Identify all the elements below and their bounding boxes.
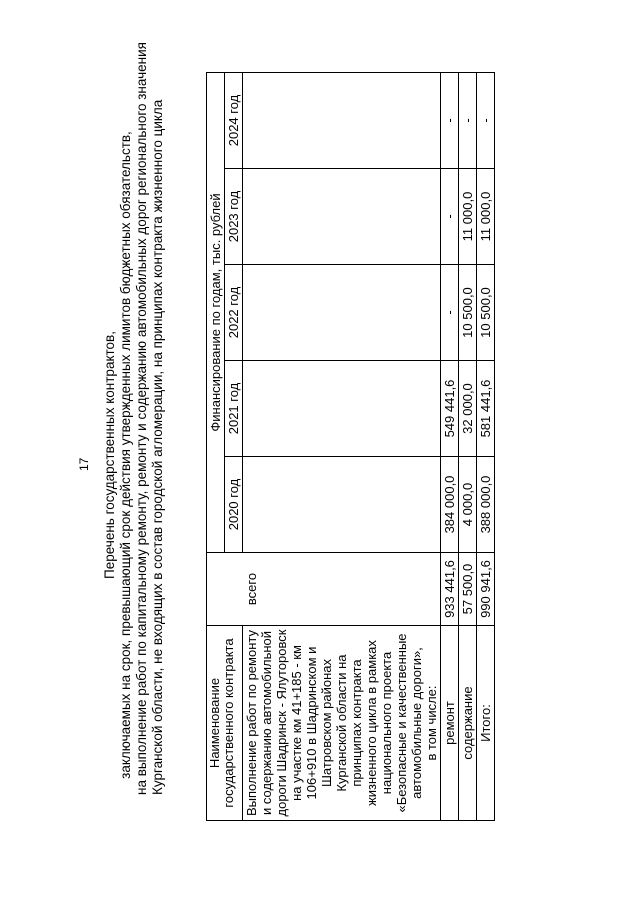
cell-2022: 10 500,0 [459,265,477,361]
cell-2020: 4 000,0 [459,457,477,553]
title-line-4: Курганской области, не входящих в состав городской агломерации, на принципах контракта жизненного цикла [150,99,165,795]
header-2023: 2023 год [225,169,243,265]
header-2021: 2021 год [225,361,243,457]
table-row [477,73,495,821]
empty-cell [243,265,441,361]
table-row [459,73,477,821]
header-2020: 2020 год [225,457,243,553]
title-line-1: Перечень государственных контрактов, [102,331,117,579]
cell-2020: 384 000,0 [441,457,459,553]
including-label: в том числе: [424,685,439,761]
contracts-table [206,72,495,821]
cell-total: 57 500,0 [459,553,477,626]
page-number: 17 [77,457,91,471]
table-row [441,73,459,821]
header-total: всего [243,553,441,626]
empty-cell [243,457,441,553]
cell-2023: 11 000,0 [459,169,477,265]
header-financing: Финансирование по годам, тыс. рублей [207,73,225,553]
cell-2024: - [477,73,495,169]
empty-cell [243,361,441,457]
cell-2022: - [441,265,459,361]
cell-2021: 581 441,6 [477,361,495,457]
cell-total: 933 441,6 [441,553,459,626]
cell-2021: 549 441,6 [441,361,459,457]
empty-cell [243,169,441,265]
contract-name: Выполнение работ по ремонту и содержанию автомобильной дороги Шадринск - Ялуторовск на участке км 41+185 - км 106+910 в Шадринском и Шатровском районах Курганской области на принципах контракта жизненного цикла в рамках национального проекта «Безопасные и качественные автомобильные дороги», [244,629,424,817]
cell-2024: - [459,73,477,169]
title-line-2: заключаемых на срок, превышающий срок действия утвержденных лимитов бюджетных обязательств, [118,131,133,779]
row-label: содержание [459,626,477,821]
cell-2023: - [441,169,459,265]
empty-cell [243,73,441,169]
cell-2022: 10 500,0 [477,265,495,361]
header-contract-name: Наименование государственного контракта [207,626,243,821]
cell-2021: 32 000,0 [459,361,477,457]
row-label: ремонт [441,626,459,821]
row-label: Итого: [477,626,495,821]
document-title [102,42,166,795]
cell-2023: 11 000,0 [477,169,495,265]
header-2022: 2022 год [225,265,243,361]
cell-2020: 388 000,0 [477,457,495,553]
contract-name-cell [243,626,441,821]
header-spacer [207,553,243,626]
cell-total: 990 941,6 [477,553,495,626]
title-line-3: на выполнение работ по капитальному ремонту, ремонту и содержанию автомобильных дорог регионального значения [134,42,149,795]
header-2024: 2024 год [225,73,243,169]
cell-2024: - [441,73,459,169]
